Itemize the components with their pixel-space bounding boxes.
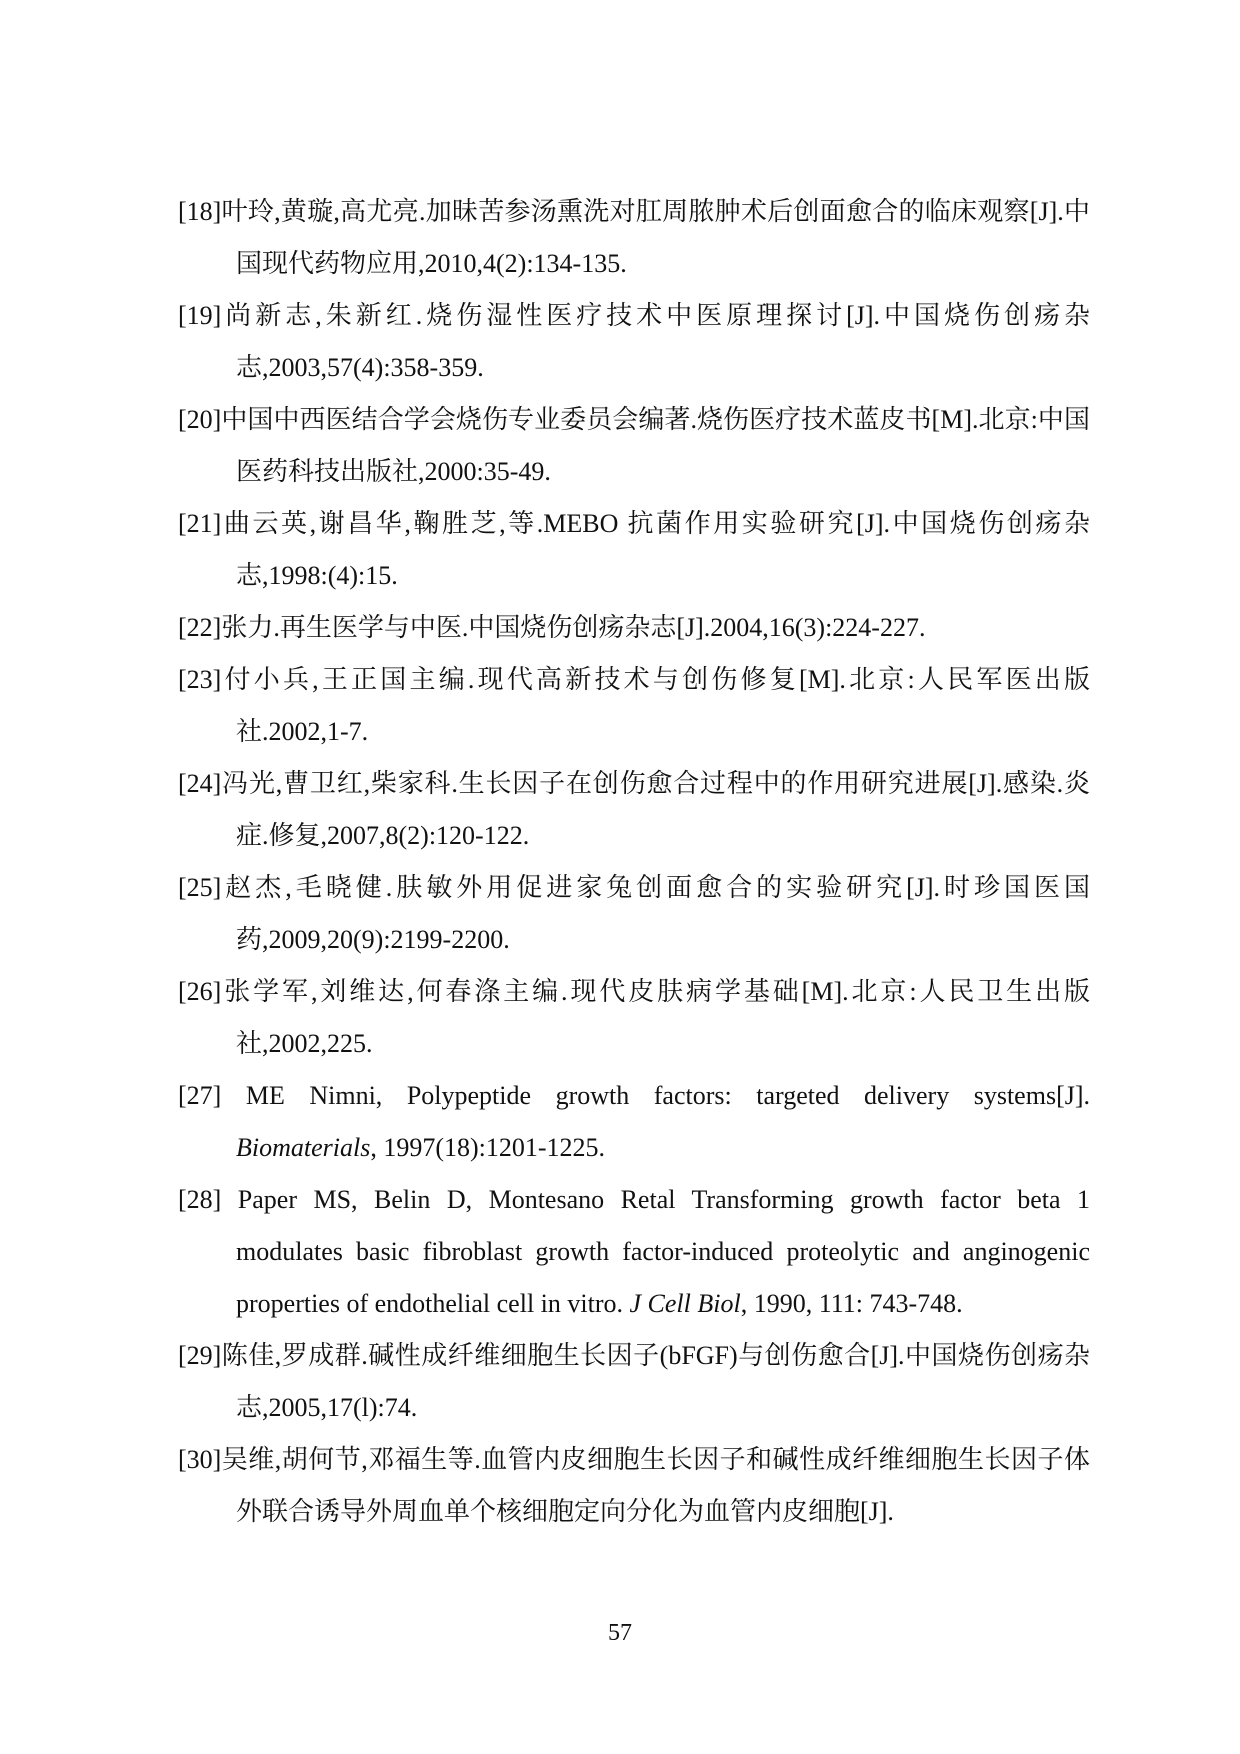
- reference-18: [18]叶玲,黄璇,高尤亮.加昧苦参汤熏洗对肛周脓肿术后创面愈合的临床观察[J].中国现代药物应用,2010,4(2):134-135.: [178, 197, 1090, 278]
- page-number: 57: [608, 1620, 632, 1646]
- reference-28: [178, 1174, 1090, 1330]
- reference-list: [178, 186, 1090, 1538]
- reference-27-journal: Biomaterials: [236, 1133, 371, 1162]
- reference-29: [29]陈佳,罗成群.碱性成纤维细胞生长因子(bFGF)与创伤愈合[J].中国烧伤创疡杂志,2005,17(l):74.: [178, 1341, 1090, 1422]
- reference-28-prefix: [28] Paper MS, Belin D, Montesano Retal Transforming growth factor beta 1 modulates basic fibroblast growth factor-induced proteolytic and anginogenic properties of endothelial cell in vitro.: [178, 1185, 1090, 1318]
- reference-28-suffix: , 1990, 111: 743-748.: [740, 1289, 963, 1318]
- reference-24: [24]冯光,曹卫红,柴家科.生长因子在创伤愈合过程中的作用研究进展[J].感染.炎症.修复,2007,8(2):120-122.: [178, 769, 1090, 850]
- reference-22: [22]张力.再生医学与中医.中国烧伤创疡杂志[J].2004,16(3):224-227.: [178, 613, 926, 642]
- reference-19: [19]尚新志,朱新红.烧伤湿性医疗技术中医原理探讨[J].中国烧伤创疡杂志,2003,57(4):358-359.: [178, 301, 1090, 382]
- reference-21: [21]曲云英,谢昌华,鞠胜芝,等.MEBO 抗菌作用实验研究[J].中国烧伤创疡杂志,1998:(4):15.: [178, 509, 1090, 590]
- reference-27-suffix: , 1997(18):1201-1225.: [370, 1133, 606, 1162]
- reference-23: [23]付小兵,王正国主编.现代高新技术与创伤修复[M].北京:人民军医出版社.2002,1-7.: [178, 665, 1090, 746]
- reference-25: [25]赵杰,毛晓健.肤敏外用促进家兔创面愈合的实验研究[J].时珍国医国药,2009,20(9):2199-2200.: [178, 873, 1090, 954]
- reference-20: [20]中国中西医结合学会烧伤专业委员会编著.烧伤医疗技术蓝皮书[M].北京:中国医药科技出版社,2000:35-49.: [178, 405, 1090, 486]
- reference-26: [26]张学军,刘维达,何春涤主编.现代皮肤病学基础[M].北京:人民卫生出版社,2002,225.: [178, 977, 1090, 1058]
- reference-27: [178, 1070, 1090, 1174]
- reference-27-prefix: [27] ME Nimni, Polypeptide growth factors: targeted delivery systems[J].: [178, 1081, 1090, 1110]
- reference-30: [30]吴维,胡何节,邓福生等.血管内皮细胞生长因子和碱性成纤维细胞生长因子体外联合诱导外周血单个核细胞定向分化为血管内皮细胞[J].: [178, 1445, 1090, 1526]
- reference-28-journal: J Cell Biol: [629, 1289, 741, 1318]
